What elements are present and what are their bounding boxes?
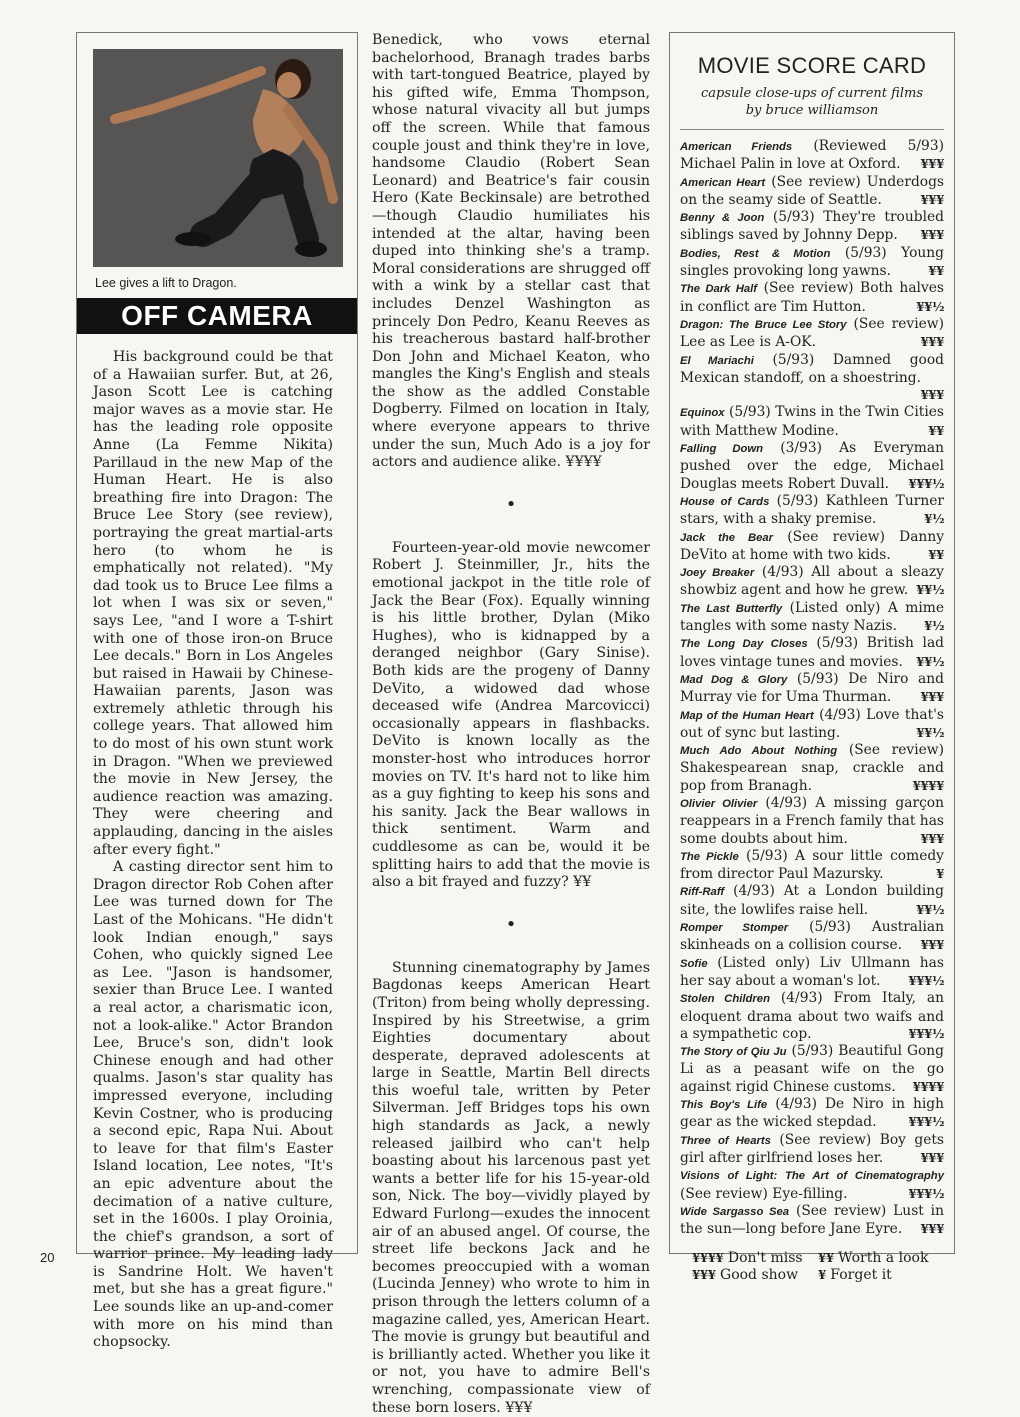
film-title: Benny & Joon xyxy=(680,212,765,225)
film-capsule: (See review) Lee as Lee is A-OK. xyxy=(680,315,944,351)
film-capsule: (4/93) All about a sleazy showbiz agent and how he grew. xyxy=(680,564,944,599)
scorecard-entry xyxy=(680,245,944,281)
scorecard-entry xyxy=(680,352,944,405)
rating: ¥¥½ xyxy=(916,583,944,598)
review-paragraph: Fourteen-year-old movie newcomer Robert J. Steinmiller, Jr., hits the emotional jackpot in the title role of Jack the Bear (Fox). Equally winning is his little brother, Dylan (Miko Hughes), who is kidnapped by a deranged neighbor (Gary Sinise). Both kids are the progeny of Danny DeVito, a widowed dad whose deceased wife (Andrea Marcovicci) occasionally appears in flashbacks. DeVito is known locally as the monster-host who introduces horror movies on TV. It's hard not to like him as a guy fighting to keep his sons and his sanity. Jack the Bear wallows in thick sentiment. Warm and cuddlesome as can be, would it be splitting hairs to add that the movie is also a bit frayed and fuzzy? ¥¥ xyxy=(372,539,650,891)
rating: ¥¥¥½ xyxy=(908,1186,944,1201)
scorecard-entry xyxy=(680,493,944,529)
scorecard-title: MOVIE SCORE CARD xyxy=(697,53,927,78)
film-title: Wide Sargasso Sea xyxy=(680,1205,790,1218)
scorecard-entry xyxy=(680,440,944,493)
film-title: House of Cards xyxy=(680,495,770,508)
film-title: Mad Dog & Glory xyxy=(680,673,788,686)
scorecard-entry xyxy=(680,1043,944,1096)
film-title: Sofie xyxy=(680,957,708,970)
scorecard-entry xyxy=(680,883,944,919)
film-title: Stolen Children xyxy=(680,993,770,1006)
film-title: Jack the Bear xyxy=(680,531,774,544)
film-capsule: (5/93) They're troubled siblings saved by Johnny Depp. xyxy=(680,209,944,244)
legend-label: Don't miss xyxy=(723,1250,803,1267)
photo-caption: Lee gives a lift to Dragon. xyxy=(95,276,237,290)
rating: ¥¥ xyxy=(928,547,944,562)
legend-symbol: ¥¥¥¥ xyxy=(692,1251,724,1266)
scorecard-entry xyxy=(680,707,944,743)
rating: ¥¥¥ xyxy=(920,938,944,953)
legend-label: Forget it xyxy=(825,1267,892,1284)
off-camera-article xyxy=(93,349,333,1352)
scorecard-entry xyxy=(680,635,944,671)
scorecard-entry xyxy=(680,209,944,245)
film-title: El Mariachi xyxy=(680,354,754,367)
rating: ¥¥ xyxy=(928,423,944,438)
rating: ¥¥¥¥ xyxy=(912,778,944,793)
film-capsule: (4/93) At a London building site, the lowlifes raise hell. xyxy=(680,883,944,918)
movie-score-card xyxy=(669,32,955,1284)
film-capsule: (4/93) Love that's out of sync but lasting. xyxy=(680,706,944,741)
rating: ¥¥¥ xyxy=(920,690,944,705)
film-capsule: (See review) Lust in the sun—long before Jane Eyre. xyxy=(680,1202,944,1238)
section-separator: • xyxy=(505,493,517,515)
rating: ¥¥¥ xyxy=(920,1150,944,1165)
film-title: Falling Down xyxy=(680,443,764,456)
article-paragraph: His background could be that of a Hawaiian surfer. But, at 26, Jason Scott Lee is catching major waves as a movie star. He has the leading role opposite Anne (La Femme Nikita) Parillaud in the new Map of the Human Heart. He is also breathing fire into Dragon: The Bruce Lee Story (see review), portraying the great martial-arts hero (to whom he is emphatically not related). "My dad took us to Bruce Lee films a lot when I was six or seven," says Lee, "and I wore a T-shirt with one of those iron-on Bruce Lee decals." Born in Los Angeles but raised in Hawaii by Chinese-Hawaiian parents, Jason was extremely athletic through his college years. That allowed him to do most of his own stunt work in Dragon. "When we previewed the movie in New Jersey, the audience reaction was amazing. They were cheering and applauding, dancing in the aisles after every fight." xyxy=(93,349,333,858)
rating: ¥¥¥ xyxy=(920,1222,944,1237)
film-title: The Last Butterfly xyxy=(680,602,783,615)
film-title: Much Ado About Nothing xyxy=(680,745,838,758)
rating: ¥¥¥½ xyxy=(908,476,944,491)
film-capsule: (See review) Danny DeVito at home with two kids. xyxy=(680,528,945,563)
scorecard-entry xyxy=(680,138,944,174)
film-capsule: (See review) Eye-filling. xyxy=(680,1185,848,1202)
rating: ¥½ xyxy=(924,619,944,634)
film-capsule: (4/93) A missing garçon reappears in a French family that has some doubts about him. xyxy=(680,794,944,847)
rating: ¥¥¥¥ xyxy=(912,1079,944,1094)
rating-legend xyxy=(680,1250,944,1284)
reviews-column xyxy=(372,32,650,1417)
scorecard-entries xyxy=(680,138,944,1238)
film-title: Olivier Olivier xyxy=(680,797,758,810)
film-capsule: (Listed only) A mime tangles with some nasty Nazis. xyxy=(680,599,944,635)
film-capsule: (5/93) De Niro and Murray vie for Uma Thurman. xyxy=(680,670,944,706)
film-title: Dragon: The Bruce Lee Story xyxy=(680,318,847,331)
film-capsule: (See review) Shakespearean snap, crackle and pop from Branagh. xyxy=(680,742,944,794)
legend-item xyxy=(692,1250,818,1267)
rating: ¥¥¥ xyxy=(920,335,944,350)
scorecard-entry xyxy=(680,404,944,440)
section-heading: OFF CAMERA xyxy=(77,298,357,334)
off-camera-column xyxy=(76,32,358,1351)
rating: ¥¥¥ xyxy=(920,192,944,207)
scorecard-entry xyxy=(680,671,944,707)
scorecard-entry xyxy=(680,919,944,955)
film-title: Joey Breaker xyxy=(680,567,755,580)
scorecard-entry xyxy=(680,955,944,991)
film-title: The Story of Qiu Ju xyxy=(680,1046,787,1059)
rating: ¥¥¥½ xyxy=(908,1026,944,1041)
scorecard-entry xyxy=(680,742,944,795)
film-capsule: (5/93) Beautiful Gong Li as a peasant wife on the go against rigid Chinese customs. xyxy=(680,1043,945,1095)
film-title: Map of the Human Heart xyxy=(680,709,814,722)
rating: ¥¥½ xyxy=(916,902,944,917)
rating: ¥¥½ xyxy=(916,654,944,669)
review-paragraph: Benedick, who vows eternal bachelorhood, Branagh trades barbs with tart-tongued Beatrice, played by his gifted wife, Emma Thompson, whose natural vivacity all but jumps off the screen. While that famous couple joust and think they're in love, handsome Claudio (Robert Sean Leonard) and Beatrice's fair cousin Hero (Kate Beckinsale) are betrothed—though Claudio humiliates his intended at the altar, having been duped into thinking she's a tramp. Moral considerations are shrugged off with a wink by a stellar cast that includes Denzel Washington as princely Don Pedro, Keanu Reeves as his treacherous bastard half-brother Don John and Michael Keaton, who mangles the King's English and steals the show as the addled Constable Dogberry. Filmed on location in Italy, where everyone appears to thrive under the sun, Much Ado is a joy for actors and audience alike. ¥¥¥¥ xyxy=(372,32,650,471)
section-separator: • xyxy=(505,913,517,935)
flying-kick-figure xyxy=(93,49,343,267)
scorecard-entry xyxy=(680,1132,944,1168)
film-capsule: (Reviewed 5/93) Michael Palin in love at Oxford. xyxy=(680,138,944,173)
scorecard-entry xyxy=(680,280,944,316)
film-capsule: (4/93) From Italy, an eloquent drama about two waifs and a sympathetic cop. xyxy=(680,990,944,1042)
rating: ¥¥¥ xyxy=(920,157,944,172)
rating: ¥¥¥ xyxy=(920,831,944,846)
rating: ¥¥ xyxy=(928,264,944,279)
rating: ¥¥½ xyxy=(916,725,944,740)
rating: ¥½ xyxy=(924,512,944,527)
film-capsule: (See review) Underdogs on the seamy side of Seattle. xyxy=(680,173,944,208)
film-capsule: (4/93) De Niro in high gear as the wicked stepdad. xyxy=(680,1096,944,1131)
film-title: Riff-Raff xyxy=(680,886,725,899)
scorecard-entry xyxy=(680,795,944,848)
legend-symbol: ¥¥ xyxy=(818,1251,834,1266)
scorecard-entry xyxy=(680,600,944,636)
film-capsule: (5/93) A sour little comedy from director Paul Mazursky. xyxy=(680,847,944,883)
rating: ¥¥½ xyxy=(916,299,944,314)
film-title: American Heart xyxy=(680,176,766,189)
film-title: Visions of Light: The Art of Cinematography xyxy=(680,1170,944,1183)
film-capsule: (3/93) As Everyman pushed over the edge, Michael Douglas meets Robert Duvall. xyxy=(680,440,944,492)
film-capsule: (Listed only) Liv Ullmann has her say about a woman's lot. xyxy=(680,954,944,989)
film-capsule: (5/93) British lad loves vintage tunes and movies. xyxy=(680,635,944,670)
scorecard-entry xyxy=(680,990,944,1043)
rating: ¥¥¥½ xyxy=(908,1115,944,1130)
film-title: The Dark Half xyxy=(680,283,758,296)
article-paragraph: A casting director sent him to Dragon director Rob Cohen after Lee was turned down for The Last of the Mohicans. "He didn't look Indian enough," says Cohen, who quickly signed Lee as Lee. "Jason is handsomer, sexier than Bruce Lee. I wanted a real actor, a charismatic icon, not a look-alike." Actor Brandon Lee, Bruce's son, didn't look Chinese enough and had other qualms. Jason's star quality has impressed everyone, including Kevin Costner, who is producing a second epic, Rapa Nui. About to leave for that film's Easter Island location, Lee notes, "It's an epic adventure about the decimation of a native culture, set in the 1600s. I play Oroinia, the chief's grandson, a sort of warrior prince. My leading lady is Sandrine Holt. We haven't met, but she has a great figure." Lee sounds like an up-and-comer with more on his mind than chopsocky. xyxy=(93,859,333,1351)
film-capsule: (See review) Both halves in conflict are Tim Hutton. xyxy=(680,280,944,315)
scorecard-entry xyxy=(680,174,944,210)
scorecard-entry xyxy=(680,529,944,565)
scorecard-byline: by bruce williamson xyxy=(745,103,879,118)
legend-item xyxy=(818,1250,944,1267)
film-capsule: (5/93) Young singles provoking long yawns. xyxy=(680,244,944,280)
legend-label: Good show xyxy=(715,1267,799,1284)
legend-item xyxy=(692,1267,818,1284)
film-capsule: (5/93) Damned good Mexican standoff, on a shoestring. xyxy=(680,351,944,386)
legend-symbol: ¥ xyxy=(818,1268,826,1283)
film-title: The Pickle xyxy=(680,850,739,863)
review-paragraph: Stunning cinematography by James Bagdonas keeps American Heart (Triton) from being wholly depressing. Inspired by his Streetwise, a grim Eighties documentary about desperate, depraved adolescents at large in Seattle, Martin Bell directs this woeful tale, written by Peter Silverman. Jeff Bridges tops his own high standards as Jack, a newly released jailbird who can't help boasting about his larcenous past yet wants a better life for his 15-year-old son, Nick. The boy—vividly played by Edward Furlong—exudes the innocent air of an abused angel. Of course, the street life beckons Jack and he becomes preoccupied with a woman (Lucinda Jenney) who wrote to him in prison through the letters column of a magazine called, yes, American Heart. The movie is grungy but beautiful and is brilliantly acted. Whether you like it or not, you have to admire Bell's wrenching, compassionate view of these born losers. ¥¥¥ xyxy=(372,959,651,1416)
rating: ¥¥¥½ xyxy=(908,973,944,988)
film-title: This Boy's Life xyxy=(680,1099,768,1112)
film-capsule: (5/93) Twins in the Twin Cities with Matthew Modine. xyxy=(680,404,944,439)
scorecard-subtitle-line: capsule close-ups of current films xyxy=(700,86,923,101)
rating: ¥¥¥ xyxy=(920,388,944,403)
page-number: 20 xyxy=(40,1250,55,1265)
scorecard-entry xyxy=(680,1203,944,1239)
scorecard-subtitle xyxy=(680,85,944,119)
film-title: Three of Hearts xyxy=(680,1134,771,1147)
scorecard-entry xyxy=(680,1096,944,1132)
film-capsule: (5/93) Australian skinheads on a collision course. xyxy=(680,919,944,954)
film-capsule: (5/93) Kathleen Turner stars, with a shaky premise. xyxy=(680,492,944,528)
scorecard-entry xyxy=(680,848,944,884)
legend-symbol: ¥¥¥ xyxy=(692,1268,716,1283)
scorecard-entry xyxy=(680,564,944,600)
rating: ¥¥¥ xyxy=(920,228,944,243)
film-title: Bodies, Rest & Motion xyxy=(680,247,831,260)
rating: ¥ xyxy=(936,867,944,882)
legend-item xyxy=(818,1267,944,1284)
legend-label: Worth a look xyxy=(833,1250,929,1267)
film-title: Equinox xyxy=(680,407,725,420)
film-title: Romper Stomper xyxy=(680,922,789,935)
scorecard-entry xyxy=(680,1167,944,1203)
film-capsule: (See review) Boy gets girl after girlfriend loses her. xyxy=(680,1131,944,1166)
film-title: American Friends xyxy=(680,141,793,153)
scorecard-entry xyxy=(680,316,944,352)
martial-arts-photo xyxy=(93,49,343,267)
divider xyxy=(680,129,944,130)
film-title: The Long Day Closes xyxy=(680,638,808,651)
